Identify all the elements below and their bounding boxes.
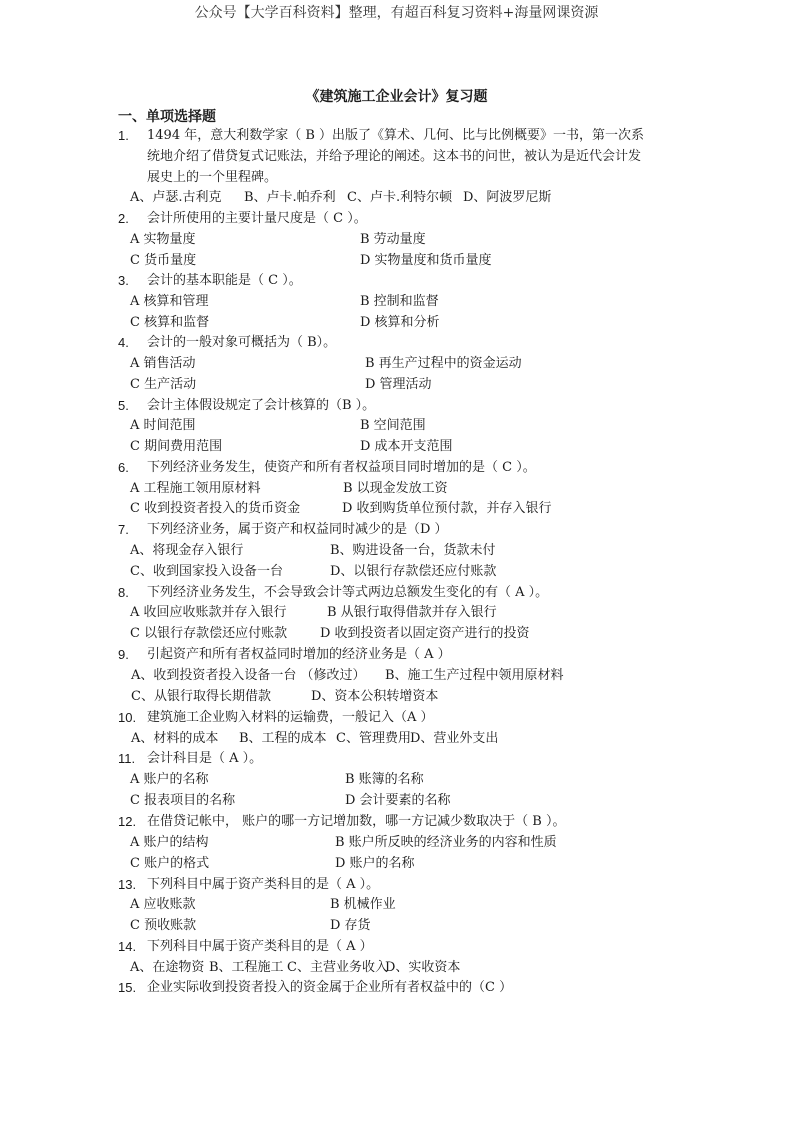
question-text: 引起资产和所有者权益同时增加的经济业务是（ A ） [147,647,451,662]
option-d: D、资本公积转增资本 [311,689,439,704]
option-c: C、卢卡.利特尔顿 [347,190,453,205]
option-c: C 货币量度 [130,253,197,268]
option-a: A 核算和管理 [130,294,209,309]
option-a: A 账户的名称 [130,772,209,787]
question-number: 7. [118,522,129,537]
option-a: A、在途物资 [130,960,205,975]
page-header-watermark: 公众号【大学百科资料】整理，有超百科复习资料+海量网课资源 [194,5,599,21]
question-number: 9. [118,647,129,662]
option-b: B、工程施工 [209,960,284,975]
option-b: B 账户所反映的经济业务的内容和性质 [335,835,557,850]
option-c: C 报表项目的名称 [130,793,236,808]
question-text: 建筑施工企业购入材料的运输费，一般记入（A ） [147,710,434,725]
question-number: 4. [118,335,129,350]
question-number: 14. [118,939,137,954]
question-text: 1494 年，意大利数学家（ B ）出版了《算术、几何、比与比例概要》一书，第一次系 [147,128,645,143]
option-a: A 时间范围 [130,418,196,433]
option-b: B、工程的成本 [239,731,327,746]
option-b: B 以现金发放工资 [343,481,448,496]
option-d: D、实收资本 [385,960,461,975]
option-b: B 机械作业 [330,897,396,912]
question-number: 3. [118,273,129,288]
option-d: D 成本开支范围 [360,439,453,454]
question-text: 会计的一般对象可概括为（ B）。 [147,335,337,350]
option-a: A 工程施工领用原材料 [130,481,261,496]
option-a: A 实物量度 [130,232,196,247]
option-c: C 收到投资者投入的货币资金 [130,501,301,516]
question-number: 10. [118,710,137,725]
option-b: B、施工生产过程中领用原材料 [385,668,564,683]
option-c: C、管理费用 [336,731,411,746]
option-c: C、主营业务收入 [287,960,388,975]
option-d: D 账户的名称 [335,856,415,871]
question-text: 企业实际收到投资者投入的资金属于企业所有者权益中的（C ） [147,980,513,995]
question-text: 会计所使用的主要计量尺度是（ C ）。 [147,211,367,226]
option-b: B 从银行取得借款并存入银行 [327,605,497,620]
option-d: D 收到购货单位预付款，并存入银行 [342,501,552,516]
question-number: 2. [118,211,129,226]
question-number: 11. [118,751,136,766]
option-a: A、将现金存入银行 [130,543,244,558]
option-c: C 以银行存款偿还应付账款 [130,626,288,641]
option-d: D 核算和分析 [360,315,440,330]
option-a: A 销售活动 [130,356,196,371]
option-b: B、购进设备一台，货款未付 [330,543,496,558]
option-a: A 收回应收账款并存入银行 [130,605,287,620]
question-number: 13. [118,877,137,892]
option-d: D 会计要素的名称 [345,793,451,808]
option-b: B 控制和监督 [360,294,439,309]
question-number: 15. [118,980,137,995]
option-b: B 空间范围 [360,418,426,433]
option-d: D、阿波罗尼斯 [463,190,552,205]
option-a: A、卢瑟.古利克 [130,190,222,205]
option-a: A、材料的成本 [131,731,219,746]
question-number: 5. [118,398,129,413]
option-a: A 账户的结构 [130,835,209,850]
option-d: D、以银行存款偿还应付账款 [330,564,497,579]
option-d: D 收到投资者以固定资产进行的投资 [320,626,530,641]
option-c: C、收到国家投入设备一台 [130,564,283,579]
question-text: 会计科目是（ A ）。 [147,751,263,766]
option-d: D 存货 [330,918,371,933]
option-c: C 核算和监督 [130,315,210,330]
option-d: D 实物量度和货币量度 [360,253,492,268]
question-number: 1. [118,128,129,143]
option-c: C 账户的格式 [130,856,210,871]
document-title: 《建筑施工企业会计》复习题 [305,89,488,105]
question-number: 6. [118,460,129,475]
option-c: C、从银行取得长期借款 [131,689,271,704]
question-text: 下列经济业务，属于资产和权益同时减少的是（D ） [147,522,448,537]
option-b: B 账簿的名称 [345,772,424,787]
question-number: 12. [118,814,137,829]
question-text: 下列经济业务发生，使资产和所有者权益项目同时增加的是（ C ）。 [147,460,536,475]
question-number: 8. [118,585,129,600]
option-c: C 预收账款 [130,918,197,933]
option-d: D 管理活动 [365,377,432,392]
question-text: 展史上的一个里程碑。 [147,170,278,185]
option-b: B 再生产过程中的资金运动 [365,356,522,371]
option-b: B、卢卡.帕乔利 [244,190,336,205]
question-text: 统地介绍了借贷复式记账法，并给予理论的阐述。这本书的问世，被认为是近代会计发 [147,149,642,164]
question-text: 下列科目中属于资产类科目的是（ A ）。 [147,877,380,892]
question-text: 在借贷记帐中， 账户的哪一方记增加数，哪一方记减少数取决于（ B ）。 [147,814,566,829]
option-d: D、营业外支出 [410,731,499,746]
question-text: 下列经济业务发生，不会导致会计等式两边总额发生变化的有（ A ）。 [147,585,549,600]
option-b: B 劳动量度 [360,232,426,247]
question-text: 会计主体假设规定了会计核算的（B ）。 [147,398,376,413]
option-a: A、收到投资者投入设备一台 （修改过） [131,668,366,683]
option-c: C 生产活动 [130,377,197,392]
question-text: 下列科目中属于资产类科目的是（ A ） [147,939,373,954]
option-a: A 应收账款 [130,897,196,912]
option-c: C 期间费用范围 [130,439,223,454]
question-text: 会计的基本职能是（ C ）。 [147,273,302,288]
section-heading: 一、单项选择题 [118,109,216,125]
